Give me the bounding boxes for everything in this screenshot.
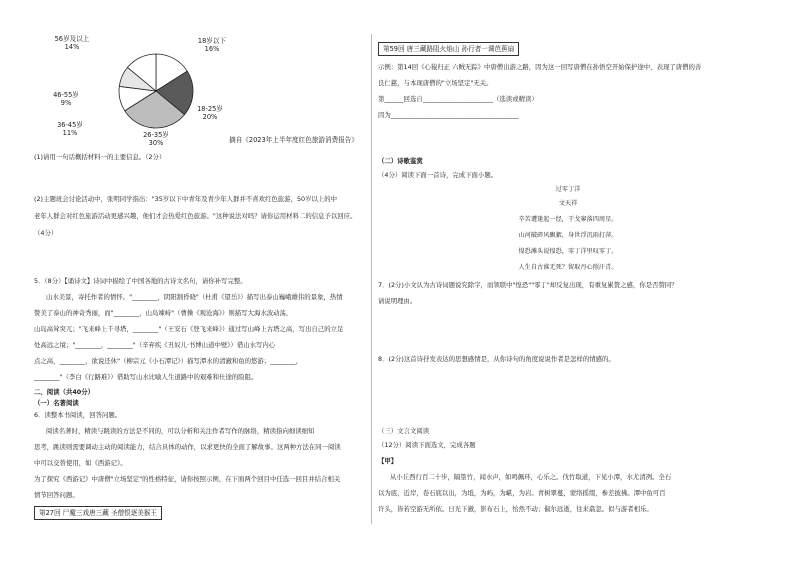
pie-label-name: 26-35岁	[143, 131, 169, 139]
pie-label-name: 18-25岁	[197, 105, 223, 113]
question-2-line-3: （4分）	[34, 229, 58, 237]
poem-line-1: 辛苦遭逢起一经，干戈寥落四周星。	[518, 216, 618, 223]
pie-label-percent: 30%	[148, 138, 164, 147]
question-6: 6．读整本书阅读，回答问题。	[34, 411, 122, 419]
fill-line-1: 第______回选自______________________（选读或精读）	[378, 95, 538, 103]
example-line-2: 良仁慈，与本现唐僧的"立场坚定"无关。	[378, 79, 493, 87]
poem-line-3: 惶恐滩头说惶恐，零丁洋里叹零丁。	[518, 248, 618, 255]
passage-line-1: 从小丘西行百二十步，隔篁竹，闻水声，如鸣佩环，心乐之。伐竹取道，下见小潭，水尤清冽。全石	[390, 473, 672, 481]
reading-task-1: 为了探究《西游记》中唐僧"立场坚定"的性格特征，请你按照示例，在下面两个回目中任选一回目并结合相关	[34, 475, 341, 483]
right-column	[378, 40, 758, 522]
example-line-1: 示例：第14回《心猿归正 六贼无踪》中唐僧出游之路，因为这一回写唐僧在孙悟空开始保护途中，表现了唐僧的善	[378, 63, 702, 71]
question-2-line-2: 老年人群会对红色旅游活动更感兴趣，他们才会热爱红色旅游。"这种说法对吗？请你运用材料二的信息予以回应。	[34, 212, 357, 220]
poem-title: 过零丁洋	[555, 186, 581, 193]
question-5-line-2: 赞美了泰山的神奇秀丽，而"________，山岛竦峙"（曹操《观沧海》）则描写大海水波动荡，	[34, 309, 293, 317]
pie-label-1	[188, 106, 232, 121]
pie-label-percent: 16%	[204, 44, 220, 53]
chart-source: 摘自《2023年上半年度红色旅游消费报告》	[229, 136, 358, 144]
chapter-27-box: 第27回 尸魔三戏唐三藏 圣僧恨逐美猴王	[34, 506, 162, 520]
left-column	[34, 36, 364, 524]
question-8: 8．(2分)这首诗抒发表达的思想感情是，从你诗句的角度说说作者是怎样的情感的。	[378, 355, 615, 363]
pie-label-3	[48, 122, 92, 137]
question-2-line-1: (2)主题班会讨论活动中，张明同学指出："35岁以下中青年及青少年人群并不喜欢红色旅游，50岁以上的中	[34, 195, 338, 203]
pie-label-0	[190, 38, 234, 53]
poem-line-2: 山河破碎风飘絮，身世浮沉雨打萍。	[518, 232, 618, 239]
pie-label-4	[44, 92, 88, 107]
passage-line-2: 以为底，近岸，卷石底以出，为坻，为屿，为嵁，为岩。青树翠蔓，蒙络摇缀，参差披拂。潭中鱼可百	[378, 489, 666, 497]
poetry-intro: （4分）阅读下面一首诗，完成下面小题。	[378, 171, 498, 179]
reading-text-3: 中可以交替使用，如《西游记》。	[34, 459, 127, 467]
question-5-line-5: 点之高，________，欲说还休"（柳宗元《小石潭记》）描写潭水的清澈和鱼的悠游；________，	[34, 357, 303, 365]
reading-text-2: 思考，跳读则需要调动主动的阅读能力，结合具体的动作，以求更快的全面了解故事。这两种方法在同一阅读	[34, 443, 341, 451]
question-7-line-2: 请说明理由。	[378, 297, 417, 305]
chapter-59-box: 第59回 唐三藏路阻火焰山 孙行者一调芭蕉扇	[378, 42, 519, 56]
reading-task-2: 情节回答问题。	[34, 491, 79, 499]
pie-label-2	[134, 132, 178, 147]
column-divider	[371, 34, 372, 524]
pie-label-name: 56岁及以上	[54, 35, 90, 43]
poem-line-4: 人生自古谁无死？留取丹心照汗青。	[518, 264, 618, 271]
pie-label-percent: 20%	[202, 112, 218, 121]
passage-jia-label: 【甲】	[378, 457, 398, 465]
passage-line-3: 许头，皆若空游无所依。日光下澈，影布石上，怡然不动；俶尔远逝，往来翕忽。似与游者相乐。	[378, 505, 653, 513]
question-5-title: 5．（8分）【诵诗文】诗词中描绘了中国各地的古诗文名句，请你补写完整。	[34, 277, 247, 285]
section-2-title: 二、阅读（共40分）	[34, 388, 95, 396]
fill-line-2: 因为________________________________________	[378, 111, 519, 119]
pie-label-5	[50, 36, 94, 51]
pie-label-percent: 14%	[64, 42, 80, 51]
classical-intro: （12分）阅读下面选文，完成各题	[378, 441, 476, 449]
section-poetry-title: （二）诗歌鉴赏	[378, 157, 423, 165]
reading-text-1: 阅读名著时，精读与跳读的方法是不同的，可以分析和关注作者写作的脉络，精读指向细读细知	[46, 427, 315, 435]
question-5-line-3: 山岛高耸突兀；"飞来峰上千寻塔，________"（王安石《登飞来峰》）通过写山峰上古塔之高，写出自己的立足	[34, 325, 344, 333]
question-1: (1)请用一句话概括材料一的主要信息。（2分）	[34, 153, 166, 161]
poem-author: 文天祥	[558, 200, 578, 207]
pie-label-name: 46-55岁	[53, 91, 79, 99]
age-pie-chart	[34, 35, 264, 147]
question-5-line-6: ________"（李白《行路难》）借助写山水比喻人生道路中的艰难和仕途的险阻。	[34, 373, 258, 381]
question-7-line-1: 7．(2分)小文认为古诗词题说究除字，而领联中"惶恐""零丁"却反复出现，有重复累赘之感，你是否赞同？	[378, 281, 678, 289]
question-5-line-4: 处高远之境；"________，________"（辛弃疾《丑奴儿·书博山道中壁》）借山水写内心	[34, 341, 276, 349]
section-classical-title: （三）文言文阅读	[378, 427, 430, 435]
pie-label-percent: 11%	[62, 128, 78, 137]
pie-label-name: 18岁以下	[197, 37, 227, 45]
pie-label-percent: 9%	[60, 98, 72, 107]
pie-label-name: 36-45岁	[57, 121, 83, 129]
section-2a-title: （一）名著阅读	[34, 399, 79, 407]
question-5-line-1: 山水美景，寄托作者的情怀。"________，阴阳割昏晓"（杜甫《望岳》）描写出泰山巍峨雄伟的景象，热情	[46, 293, 343, 301]
